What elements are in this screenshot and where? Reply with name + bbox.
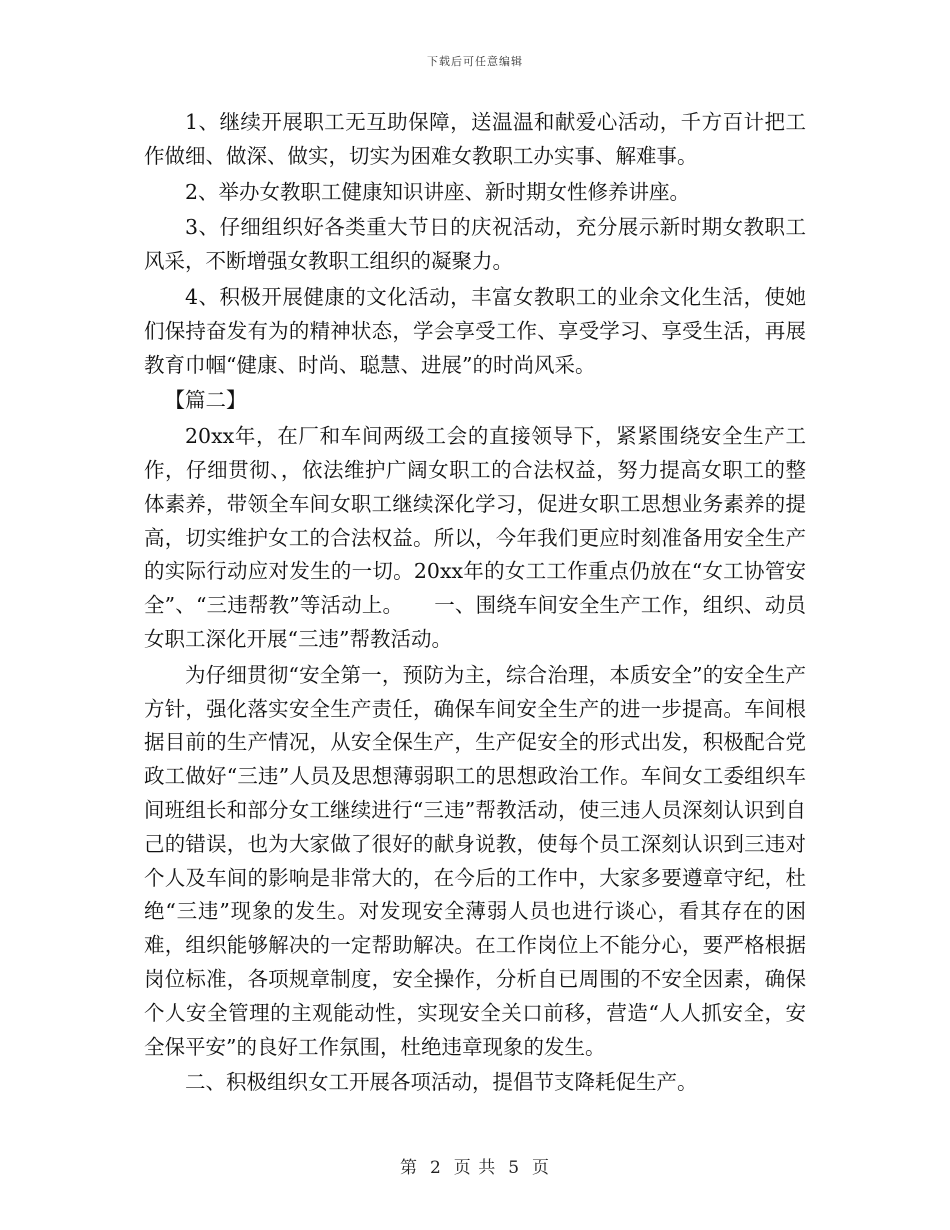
footer-suffix: 页 [532, 1158, 551, 1178]
paragraph-item-1: 1、继续开展职工无互助保障，送温温和献爱心活动，千方百计把工作做细、做深、做实，切实为困难女教职工办实事、解难事。 [144, 110, 806, 168]
section-title: 【篇二】 [164, 388, 247, 413]
paragraph-section-two: 二、积极组织女工开展各项活动，提倡节支降耗促生产。 [185, 1070, 698, 1095]
paragraph-item-3: 3、仔细组织好各类重大节日的庆祝活动，充分展示新时期女教职工风采，不断增强女教职工组织的凝聚力。 [144, 215, 806, 274]
page-header: 下载后可任意编辑 [427, 55, 523, 68]
paragraph-item-2: 2、举办女教职工健康知识讲座、新时期女性修养讲座。 [185, 179, 691, 204]
page-total: 5 [508, 1158, 521, 1178]
paragraph-intro: 20xx年，在厂和车间两级工会的直接领导下，紧紧围绕安全生产工作，仔细贯彻、，依法维护广阔女职工的合法权益，努力提高女职工的整体素养，带领全车间女职工继续深化学习，促进女职工思想业务素养的提高，切实维护女工的合法权益。所以，今年我们更应时刻准备用安全生产的实际行动应对发生的一切。20xx年的女工工作重点仍放在“女工协管安全”、“三违帮教”等活动上。 一、围绕车间安全生产工作，组织、动员女职工深化开展“三违”帮教活动。 [144, 424, 806, 651]
footer-prefix: 第 [399, 1158, 418, 1178]
page-footer [0, 1153, 950, 1178]
paragraph-item-4: 4、积极开展健康的文化活动，丰富女教职工的业余文化生活，使她们保持奋发有为的精神状态，学会享受工作、享受学习、享受生活，再展教育巾帼“健康、时尚、聪慧、进展”的时尚风采。 [144, 284, 806, 377]
document-body [144, 106, 806, 1102]
paragraph-safety: 为仔细贯彻“安全第一，预防为主，综合治理，本质安全”的安全生产方针，强化落实安全生产责任，确保车间安全生产的进一步提高。车间根据目前的生产情况，从安全保生产，生产促安全的形式出发，积极配合党政工做好“三违”人员及思想薄弱职工的思想政治工作。车间女工委组织车间班组长和部分女工继续进行“三违”帮教活动，使三违人员深刻认识到自己的错误，也为大家做了很好的献身说教，使每个员工深刻认识到三违对个人及车间的影响是非常大的，在今后的工作中，大家多要遵章守纪，杜绝“三违”现象的发生。对发现安全薄弱人员也进行谈心，看其存在的困难，组织能够解决的一定帮助解决。在工作岗位上不能分心，要严格根据岗位标准，各项规章制度，安全操作，分析自已周围的不安全因素，确保个人安全管理的主观能动性，实现安全关口前移，营造“人人抓安全，安全保平安”的良好工作氛围，杜绝违章现象的发生。 [144, 662, 806, 1059]
footer-middle: 页 共 [453, 1158, 497, 1178]
page-number: 2 [429, 1158, 442, 1178]
